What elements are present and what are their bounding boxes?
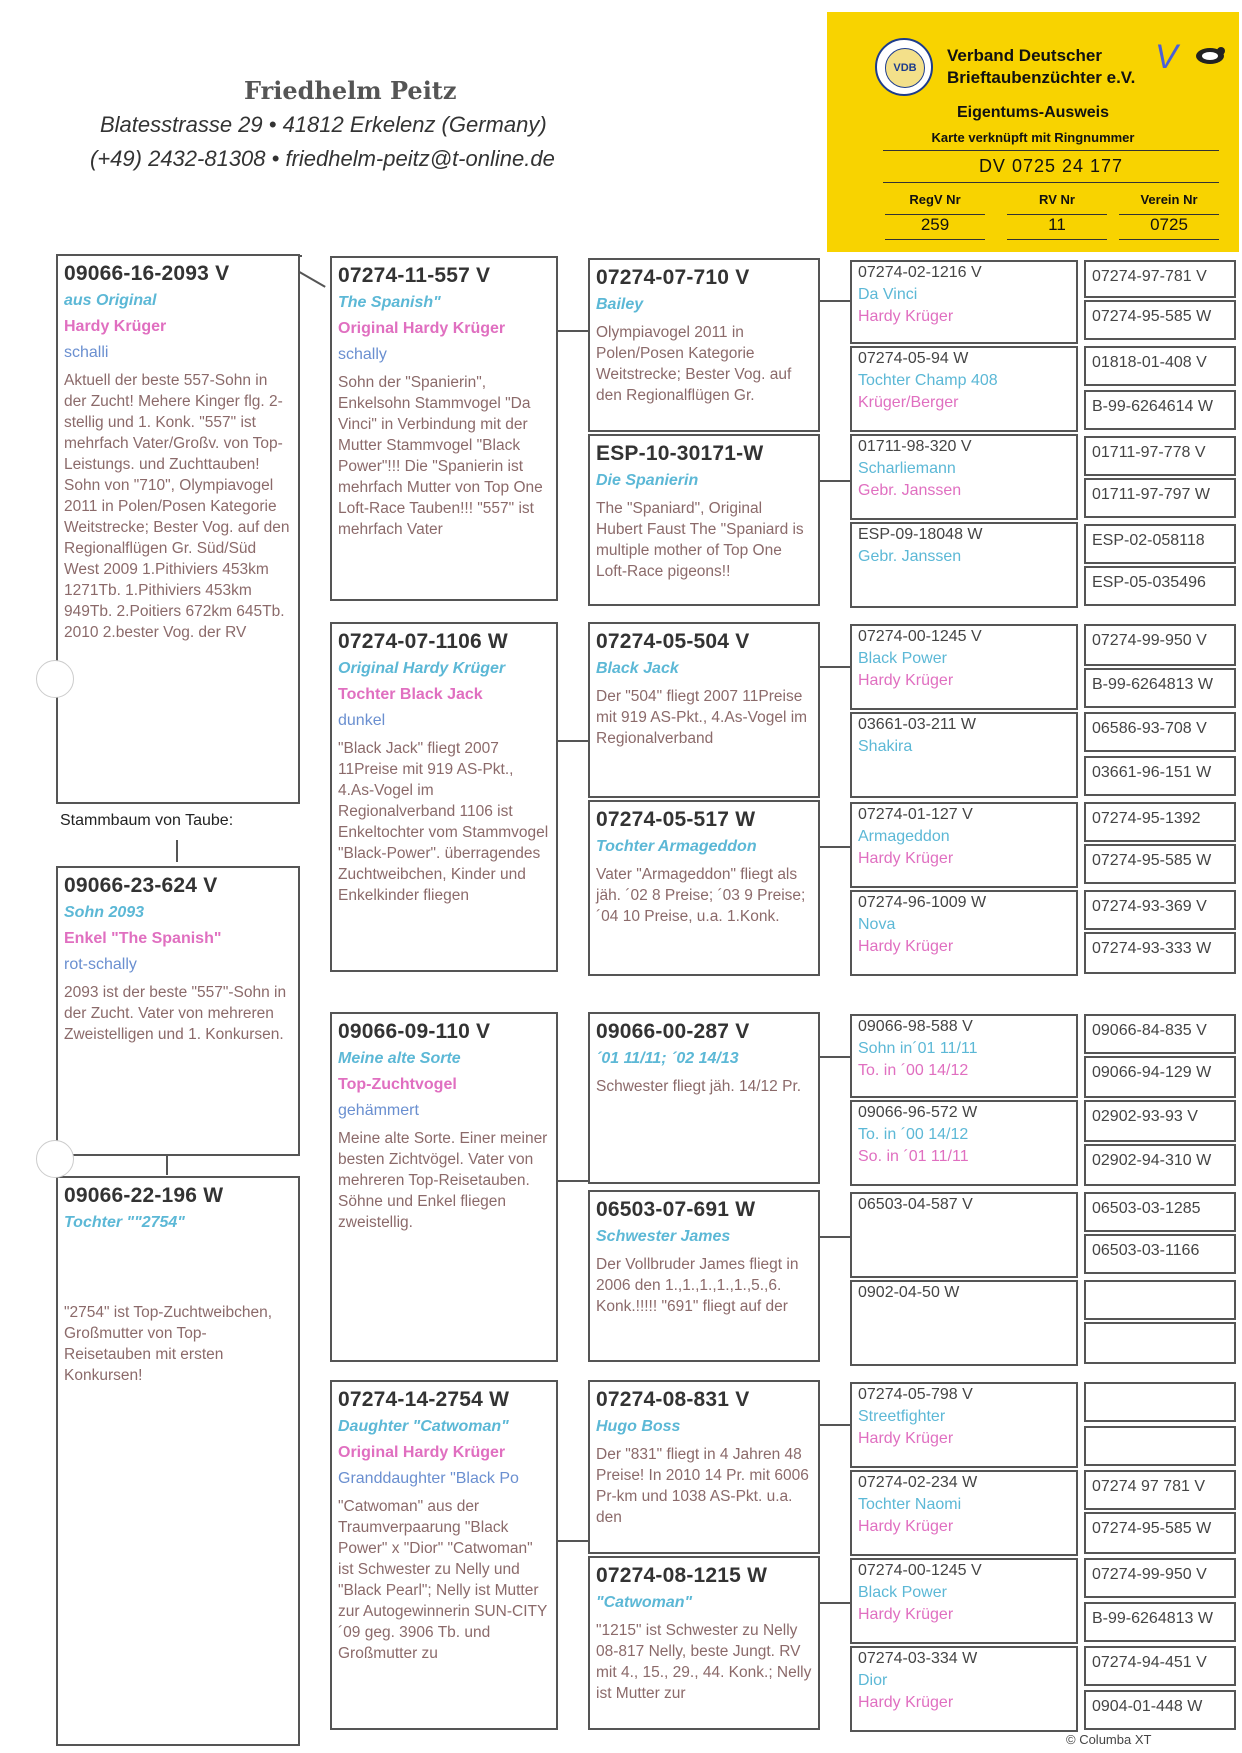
- g2-ring: 09066-00-287 V: [596, 1020, 750, 1043]
- g4-cell: 02902-94-310 W: [1084, 1144, 1236, 1186]
- card-val-rv: 11: [1007, 214, 1107, 240]
- g4-cell: B-99-6264614 W: [1084, 390, 1236, 430]
- g3-name: Tochter Champ 408: [858, 372, 998, 389]
- g1-card-1: [330, 622, 558, 972]
- breeder-address: Blatesstrasse 29 • 41812 Erkelenz (Germany): [100, 112, 547, 137]
- card-val-verein: 0725: [1119, 214, 1219, 240]
- subject-origin: Enkel "The Spanish": [64, 930, 222, 947]
- g3-ring: 01711-98-320 V: [858, 438, 972, 455]
- g4-cell: 06586-93-708 V: [1084, 712, 1236, 752]
- g3-card-0: [850, 260, 1078, 344]
- g2-card-1: [588, 434, 820, 606]
- g1-origin: Original Hardy Krüger: [338, 320, 506, 337]
- card-col-verein: Verein Nr: [1140, 192, 1198, 207]
- g2-text: Der "831" fliegt in 4 Jahren 48 Preise! In 2010 14 Pr. mit 6006 Pr-km und 1038 AS-Pkt. u.a. den: [596, 1446, 809, 1526]
- g2-name: Tochter Armageddon: [596, 838, 757, 855]
- g2-name: Black Jack: [596, 660, 679, 677]
- g3-ring: ESP-09-18048 W: [858, 526, 983, 543]
- g3-card-4: [850, 624, 1078, 710]
- g2-card-6: [588, 1380, 820, 1554]
- g3-name: Armageddon: [858, 828, 950, 845]
- g3-origin: Hardy Krüger: [858, 1694, 954, 1711]
- card-val-regv: 259: [885, 214, 985, 240]
- check-mark: V: [1155, 38, 1178, 76]
- g1-color: gehämmert: [338, 1102, 419, 1119]
- sire-text: Aktuell der beste 557-Sohn in der Zucht! Mehere Kinger flg. 2-stellig und 1. Konk. "557" ist mehrfach Vater/Großv. von Top-Leistungs. und Zuchttauben! Sohn von "710", Olympiavogel 2011 in Polen/Posen Kategorie Weitstrecke; Bester Vog. auf den Regionalflügen Gr. Süd/Süd West 2009 1.Pithiviers 453km 1271Tb. 1.Pithiviers 453km 949Tb. 2.Poitiers 672km 645Tb. 2010 2.bester Vog. der RV: [64, 372, 290, 641]
- g1-card-2: [330, 1012, 558, 1362]
- g2-name: Schwester James: [596, 1228, 731, 1245]
- g4-cell: B-99-6264813 W: [1084, 1602, 1236, 1642]
- g4-cell: 07274-99-950 V: [1084, 1558, 1236, 1598]
- g4-cell: 01818-01-408 V: [1084, 346, 1236, 386]
- g1-origin: Original Hardy Krüger: [338, 1444, 506, 1461]
- subject-name: Sohn 2093: [64, 904, 145, 921]
- g2-name: ´01 11/11; ´02 14/13: [596, 1050, 739, 1067]
- g4-cell: 06503-03-1285: [1084, 1192, 1236, 1232]
- g2-card-0: [588, 258, 820, 432]
- g4-cell: 07274-99-950 V: [1084, 624, 1236, 666]
- g4-cell: 07274-93-369 V: [1084, 890, 1236, 930]
- g3-ring: 07274-96-1009 W: [858, 894, 987, 911]
- card-subtitle: Karte verknüpft mit Ringnummer: [931, 130, 1135, 145]
- g4-cell: 0904-01-448 W: [1084, 1690, 1236, 1730]
- g2-card-5: [588, 1190, 820, 1362]
- g1-origin: Top-Zuchtvogel: [338, 1076, 457, 1093]
- g3-origin: Hardy Krüger: [858, 308, 954, 325]
- sire-color: schalli: [64, 344, 109, 361]
- subject-card: [56, 866, 300, 1156]
- g2-card-2: [588, 622, 820, 798]
- g3-ring: 03661-03-211 W: [858, 716, 976, 733]
- sire-card: [56, 254, 300, 804]
- ownership-card: [827, 12, 1239, 252]
- g1-origin: Tochter Black Jack: [338, 686, 483, 703]
- g4-cell: 01711-97-778 V: [1084, 436, 1236, 476]
- breeder-contact: (+49) 2432-81308 • friedhelm-peitz@t-online.de: [90, 146, 555, 171]
- g4-cell: [1084, 1322, 1236, 1364]
- g3-card-1: [850, 346, 1078, 432]
- g3-ring: 09066-98-588 V: [858, 1018, 973, 1035]
- g2-name: Hugo Boss: [596, 1418, 681, 1435]
- pigeon-emblem-icon: [1193, 44, 1227, 66]
- g3-name: Streetfighter: [858, 1408, 946, 1425]
- g1-ring: 09066-09-110 V: [338, 1020, 491, 1043]
- g3-card-11: [850, 1280, 1078, 1366]
- card-ring-number: DV 0725 24 177: [883, 156, 1219, 183]
- g3-ring: 07274-03-334 W: [858, 1650, 978, 1667]
- g3-name: Shakira: [858, 738, 913, 755]
- g2-text: Olympiavogel 2011 in Polen/Posen Kategorie Weitstrecke; Bester Vog. auf den Regionalflügen Gr.: [596, 324, 792, 404]
- g2-text: "1215" ist Schwester zu Nelly 08-817 Nelly, beste Jungt. RV mit 4., 15., 29., 44. Konk.; Nelly ist Mutter zur: [596, 1622, 812, 1702]
- breeder-name: Friedhelm Peitz: [244, 76, 457, 105]
- g4-cell: 07274 97 781 V: [1084, 1470, 1236, 1510]
- g2-name: Die Spanierin: [596, 472, 699, 489]
- g4-cell: ESP-02-058118: [1084, 524, 1236, 564]
- g3-card-10: [850, 1192, 1078, 1278]
- g4-cell: B-99-6264813 W: [1084, 668, 1236, 708]
- g1-color: schally: [338, 346, 387, 363]
- g3-origin: So. in ´01 11/11: [858, 1148, 969, 1165]
- g3-card-13: [850, 1470, 1078, 1556]
- g3-name: Black Power: [858, 1584, 947, 1601]
- g3-name: Tochter Naomi: [858, 1496, 962, 1513]
- g3-ring: 07274-00-1245 V: [858, 1562, 982, 1579]
- card-org-line2: Brieftaubenzüchter e.V.: [947, 68, 1136, 87]
- g3-ring: 0902-04-50 W: [858, 1284, 960, 1301]
- dam-card: [56, 1176, 300, 1746]
- g4-cell: 09066-94-129 W: [1084, 1056, 1236, 1098]
- g4-cell: 07274-93-333 W: [1084, 932, 1236, 974]
- g1-card-0: [330, 256, 558, 601]
- g3-origin: Hardy Krüger: [858, 938, 954, 955]
- g3-ring: 07274-01-127 V: [858, 806, 973, 823]
- g3-ring: 07274-02-1216 V: [858, 264, 982, 281]
- g2-text: Vater "Armageddon" fliegt als jäh. ´02 8 Preise; ´03 9 Preise; ´04 10 Preise, u.a. 1.Konk.: [596, 866, 806, 925]
- g3-origin: Hardy Krüger: [858, 850, 954, 867]
- g3-card-5: [850, 712, 1078, 798]
- g2-ring: ESP-10-30171-W: [596, 442, 764, 465]
- sire-origin: Hardy Krüger: [64, 318, 167, 335]
- g3-ring: 07274-00-1245 V: [858, 628, 982, 645]
- g1-name: Daughter "Catwoman": [338, 1418, 509, 1435]
- g2-ring: 07274-08-1215 W: [596, 1564, 768, 1587]
- g2-ring: 07274-07-710 V: [596, 266, 750, 289]
- g3-name: Da Vinci: [858, 286, 918, 303]
- g2-text: Der Vollbruder James fliegt in 2006 den 1.,1.,1.,1.,1.,5.,6. Konk.!!!!! "691" fliegt auf der: [596, 1256, 799, 1315]
- vdb-logo-icon: [875, 38, 933, 96]
- g3-origin: Gebr. Janssen: [858, 482, 962, 499]
- g3-card-12: [850, 1382, 1078, 1468]
- g1-card-3: [330, 1380, 558, 1730]
- g3-origin: Hardy Krüger: [858, 672, 954, 689]
- dam-text: "2754" ist Top-Zuchtweibchen, Großmutter von Top-Reisetauben mit ersten Konkursen!: [64, 1304, 273, 1384]
- punch-hole: [36, 1140, 74, 1178]
- g4-cell: 07274-95-585 W: [1084, 1512, 1236, 1554]
- g3-name: Black Power: [858, 650, 947, 667]
- g2-name: "Catwoman": [596, 1594, 693, 1611]
- g4-cell: [1084, 1280, 1236, 1320]
- logo-text: VDB: [885, 48, 925, 88]
- g3-card-3: [850, 522, 1078, 608]
- stammbaum-label: Stammbaum von Taube:: [60, 812, 234, 829]
- g3-name: Gebr. Janssen: [858, 548, 962, 565]
- g3-origin: Hardy Krüger: [858, 1606, 954, 1623]
- g3-origin: Hardy Krüger: [858, 1518, 954, 1535]
- g3-ring: 07274-02-234 W: [858, 1474, 978, 1491]
- g4-cell: [1084, 1382, 1236, 1422]
- g3-origin: Hardy Krüger: [858, 1430, 954, 1447]
- g4-cell: ESP-05-035496: [1084, 566, 1236, 606]
- g2-text: Der "504" fliegt 2007 11Preise mit 919 AS-Pkt., 4.As-Vogel im Regionalverband: [596, 688, 808, 747]
- subject-text: 2093 ist der beste "557"-Sohn in der Zucht. Vater von mehreren Zweistelligen und 1. Konkursen.: [64, 984, 287, 1043]
- g2-text: The "Spaniard", Original Hubert Faust The "Spaniard is multiple mother of Top One Loft-Race pigeons!!: [596, 500, 804, 580]
- dam-ring: 09066-22-196 W: [64, 1184, 224, 1207]
- g1-name: Original Hardy Krüger: [338, 660, 506, 677]
- g1-color: Granddaughter "Black Po: [338, 1470, 519, 1487]
- copyright: © Columba XT: [1066, 1732, 1152, 1747]
- card-org-line1: Verband Deutscher: [947, 46, 1102, 65]
- g2-ring: 06503-07-691 W: [596, 1198, 756, 1221]
- g4-cell: 06503-03-1166: [1084, 1234, 1236, 1274]
- g2-ring: 07274-05-504 V: [596, 630, 750, 653]
- sire-name: aus Original: [64, 292, 157, 309]
- g3-ring: 07274-05-798 V: [858, 1386, 973, 1403]
- g2-text: Schwester fliegt jäh. 14/12 Pr.: [596, 1078, 802, 1095]
- g2-card-4: [588, 1012, 820, 1184]
- g1-text: "Black Jack" fliegt 2007 11Preise mit 919 AS-Pkt., 4.As-Vogel im Regionalverband 1106 ist Enkeltochter vom Stammvogel "Black-Power". überragendes Zuchtweibchen, Kinder und Enkelkinder fliegen: [338, 740, 549, 904]
- g3-name: Scharliemann: [858, 460, 956, 477]
- g3-card-15: [850, 1646, 1078, 1732]
- g2-card-7: [588, 1556, 820, 1730]
- g3-card-14: [850, 1558, 1078, 1644]
- punch-hole: [36, 660, 74, 698]
- g4-cell: 07274-95-585 W: [1084, 844, 1236, 884]
- g3-origin: Krüger/Berger: [858, 394, 959, 411]
- g4-cell: 09066-84-835 V: [1084, 1014, 1236, 1054]
- g4-cell: 07274-95-1392: [1084, 802, 1236, 842]
- g3-card-8: [850, 1014, 1078, 1098]
- g1-text: "Catwoman" aus der Traumverpaarung "Black Power" x "Dior" "Catwoman" ist Schwester zu Nelly und "Black Pearl"; Nelly ist Mutter zur Autogewinnerin SUN-CITY ´09 geg. 3906 Tb. und Großmutter zu: [338, 1498, 548, 1662]
- g3-name: Sohn in´01 11/11: [858, 1040, 978, 1057]
- g3-origin: To. in ´00 14/12: [858, 1062, 969, 1079]
- card-col-rv: RV Nr: [1039, 192, 1075, 207]
- g2-ring: 07274-05-517 W: [596, 808, 756, 831]
- card-title: Eigentums-Ausweis: [956, 104, 1110, 121]
- g3-card-2: [850, 434, 1078, 520]
- g3-ring: 07274-05-94 W: [858, 350, 969, 367]
- g4-cell: 07274-94-451 V: [1084, 1646, 1236, 1686]
- g3-ring: 09066-96-572 W: [858, 1104, 978, 1121]
- g3-name: Nova: [858, 916, 896, 933]
- g4-cell: 01711-97-797 W: [1084, 478, 1236, 518]
- g3-card-6: [850, 802, 1078, 888]
- g2-name: Bailey: [596, 296, 644, 313]
- g3-name: To. in ´00 14/12: [858, 1126, 969, 1143]
- g1-name: Meine alte Sorte: [338, 1050, 461, 1067]
- g2-card-3: [588, 800, 820, 976]
- g3-card-9: [850, 1100, 1078, 1186]
- card-col-regv: RegV Nr: [909, 192, 961, 207]
- g3-card-7: [850, 890, 1078, 976]
- g4-cell: 07274-97-781 V: [1084, 260, 1236, 298]
- g4-cell: [1084, 1426, 1236, 1466]
- g1-name: The Spanish": [338, 294, 441, 311]
- g1-ring: 07274-11-557 V: [338, 264, 491, 287]
- g1-color: dunkel: [338, 712, 386, 729]
- g3-name: Dior: [858, 1672, 888, 1689]
- g4-cell: 02902-93-93 V: [1084, 1100, 1236, 1142]
- dam-name: Tochter ""2754": [64, 1214, 185, 1231]
- g3-ring: 06503-04-587 V: [858, 1196, 973, 1213]
- g4-cell: 03661-96-151 W: [1084, 756, 1236, 796]
- g1-ring: 07274-07-1106 W: [338, 630, 508, 653]
- g1-text: Sohn der "Spanierin", Enkelsohn Stammvogel "Da Vinci" in Verbindung mit der Mutter Stammvogel "Black Power"!!! Die "Spanierin ist mehrfach Mutter von Top One Loft-Race Tauben!!! "557" ist mehrfach Vater: [338, 374, 543, 538]
- g2-ring: 07274-08-831 V: [596, 1388, 750, 1411]
- sire-ring: 09066-16-2093 V: [64, 262, 230, 285]
- g4-cell: 07274-95-585 W: [1084, 300, 1236, 340]
- g1-text: Meine alte Sorte. Einer meiner besten Zichtvögel. Vater von mehreren Top-Reisetauben. Söhne und Enkel fliegen zweistellig.: [338, 1130, 548, 1231]
- g1-ring: 07274-14-2754 W: [338, 1388, 510, 1411]
- subject-color: rot-schally: [64, 956, 137, 973]
- subject-ring: 09066-23-624 V: [64, 874, 218, 897]
